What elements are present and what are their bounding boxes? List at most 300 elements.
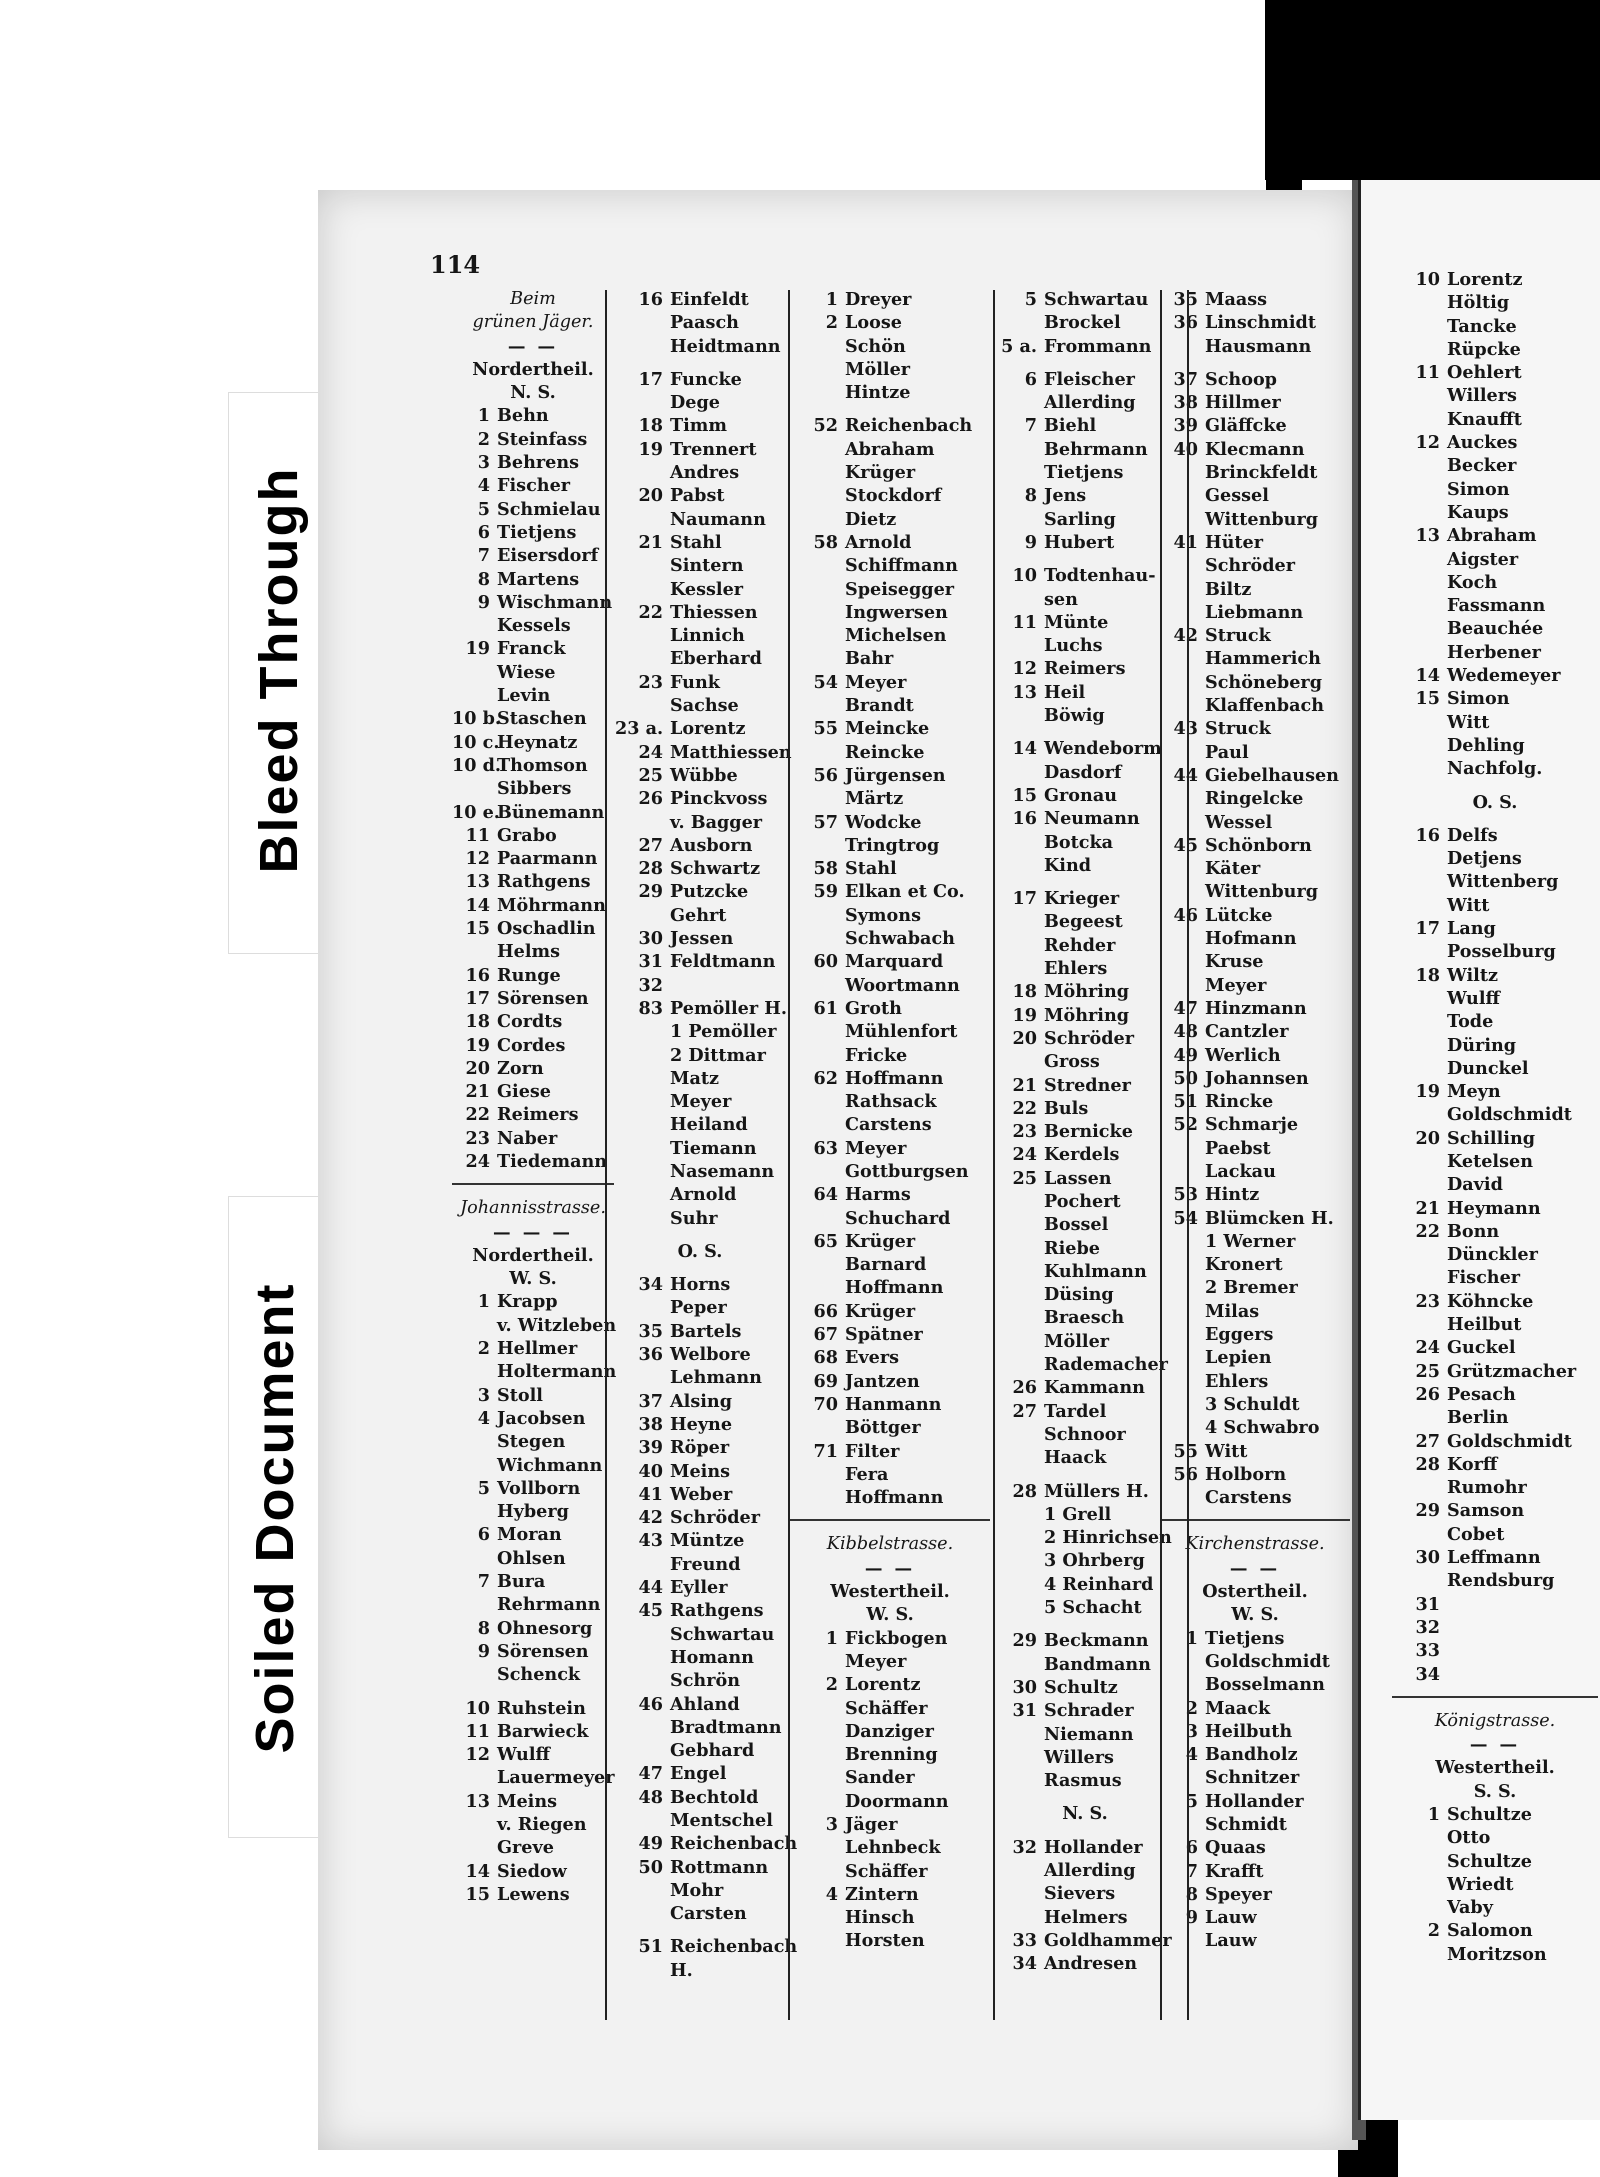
resident-entry bbox=[452, 474, 614, 497]
spacer bbox=[995, 1826, 1175, 1836]
resident-entry bbox=[790, 787, 990, 810]
resident-name: Carsten bbox=[670, 1903, 747, 1925]
resident-entry bbox=[452, 1103, 614, 1126]
house-number: 31 bbox=[1012, 1700, 1037, 1722]
resident-name: Wendeborm bbox=[1044, 738, 1162, 760]
resident-name: Hofmann bbox=[1205, 928, 1297, 950]
resident-entry bbox=[1392, 1057, 1598, 1080]
house-number: 57 bbox=[813, 811, 838, 833]
resident-name: Helms bbox=[497, 941, 561, 963]
house-number: 6 bbox=[477, 521, 490, 543]
resident-name: Wittenburg bbox=[1205, 881, 1319, 903]
resident-name: Meins bbox=[670, 1460, 731, 1482]
resident-name: Wübbe bbox=[670, 764, 738, 786]
resident-entry bbox=[790, 1790, 990, 1813]
resident-name: Thiessen bbox=[670, 601, 758, 623]
resident-name: Düsing bbox=[1044, 1284, 1114, 1306]
house-number bbox=[1392, 1523, 1447, 1546]
house-number bbox=[1160, 1346, 1205, 1369]
house-number: 45 bbox=[1173, 834, 1198, 856]
resident-name: Putzcke bbox=[670, 881, 749, 903]
resident-entry bbox=[452, 1360, 617, 1383]
resident-name: Jäger bbox=[845, 1814, 898, 1835]
resident-name: Lehmann bbox=[670, 1367, 762, 1389]
resident-entry bbox=[995, 807, 1175, 830]
house-number: 35 bbox=[1173, 289, 1198, 310]
house-number bbox=[1160, 335, 1205, 358]
resident-name: Matz bbox=[670, 1067, 719, 1089]
resident-entry bbox=[1392, 870, 1598, 893]
section-heading: W. S. bbox=[509, 1268, 557, 1290]
house-number: 17 bbox=[638, 368, 663, 390]
resident-name: Sörensen bbox=[497, 987, 589, 1009]
house-number bbox=[995, 957, 1044, 980]
resident-name: Rottmann bbox=[670, 1856, 769, 1878]
resident-name: Pesach bbox=[1447, 1383, 1516, 1405]
resident-entry bbox=[615, 1090, 785, 1113]
resident-entry bbox=[790, 974, 990, 997]
spacer bbox=[615, 1230, 785, 1240]
house-number bbox=[790, 1929, 845, 1952]
resident-name: Einfeldt bbox=[670, 289, 749, 310]
resident-name: Hellmer bbox=[497, 1338, 578, 1360]
resident-name: Meyer bbox=[845, 671, 907, 693]
house-number: 38 bbox=[638, 1413, 663, 1435]
resident-name: Stoll bbox=[497, 1384, 543, 1406]
resident-entry bbox=[452, 1337, 614, 1360]
house-number: 10 bbox=[1012, 565, 1037, 587]
resident-entry bbox=[615, 1669, 785, 1692]
resident-entry bbox=[1392, 431, 1598, 454]
resident-entry bbox=[790, 694, 990, 717]
house-number bbox=[995, 1503, 1044, 1526]
house-number bbox=[1392, 384, 1447, 407]
resident-name: Otto bbox=[1447, 1827, 1491, 1849]
resident-entry bbox=[790, 1883, 990, 1906]
resident-name: Bechtold bbox=[670, 1786, 759, 1808]
resident-name: Milas bbox=[1205, 1300, 1260, 1322]
resident-name: Barnard bbox=[845, 1254, 927, 1276]
house-number: 29 bbox=[638, 881, 663, 903]
resident-entry bbox=[615, 811, 785, 834]
resident-entry bbox=[615, 1716, 785, 1739]
house-number: 52 bbox=[1173, 1114, 1198, 1136]
resident-entry bbox=[452, 1034, 614, 1057]
resident-name: Schwartz bbox=[670, 858, 761, 880]
house-number: 9 bbox=[477, 1640, 490, 1662]
house-number: 41 bbox=[1173, 531, 1198, 553]
house-number bbox=[790, 438, 845, 461]
resident-entry bbox=[995, 1526, 1175, 1549]
resident-name: Staschen bbox=[497, 708, 587, 730]
resident-entry bbox=[995, 1769, 1175, 1792]
house-number: 22 bbox=[1415, 1220, 1440, 1242]
resident-name: Schilling bbox=[1447, 1127, 1536, 1149]
resident-name: 2 Bremer bbox=[1205, 1277, 1298, 1299]
house-number: 42 bbox=[1173, 625, 1198, 647]
house-number bbox=[1392, 1034, 1447, 1057]
house-number: 17 bbox=[1415, 918, 1440, 940]
house-number: 48 bbox=[638, 1786, 663, 1808]
resident-entry bbox=[1392, 594, 1598, 617]
house-number bbox=[1160, 601, 1205, 624]
resident-name: Abraham bbox=[1447, 525, 1537, 547]
resident-name: Hoffmann bbox=[845, 1487, 944, 1509]
house-number: 18 bbox=[1012, 981, 1037, 1003]
resident-name: Herbener bbox=[1447, 641, 1541, 663]
resident-name: Gebhard bbox=[670, 1740, 755, 1762]
resident-entry bbox=[995, 1237, 1175, 1260]
house-number: 25 bbox=[1415, 1360, 1440, 1382]
resident-name: Holtermann bbox=[497, 1361, 617, 1383]
resident-name: Kerdels bbox=[1044, 1144, 1120, 1166]
house-number: 15 bbox=[465, 918, 490, 940]
resident-entry bbox=[1392, 1406, 1598, 1429]
resident-entry bbox=[615, 1646, 785, 1669]
resident-entry bbox=[1392, 501, 1598, 524]
house-number bbox=[1160, 1160, 1205, 1183]
resident-name: Neumann bbox=[1044, 808, 1140, 830]
resident-entry bbox=[995, 761, 1175, 784]
resident-name: Struck bbox=[1205, 718, 1271, 740]
house-number bbox=[790, 1836, 845, 1859]
resident-name: Timm bbox=[670, 415, 728, 437]
house-number: 6 bbox=[477, 1524, 490, 1546]
resident-entry bbox=[995, 1699, 1175, 1722]
house-number: 28 bbox=[638, 858, 663, 880]
directory-column-3 bbox=[790, 288, 990, 1953]
house-number bbox=[790, 1743, 845, 1766]
house-number bbox=[995, 1283, 1044, 1306]
house-number: 26 bbox=[638, 788, 663, 810]
house-number bbox=[790, 335, 845, 358]
resident-entry bbox=[452, 1010, 614, 1033]
resident-entry bbox=[615, 1273, 785, 1296]
house-number bbox=[615, 1366, 670, 1389]
resident-entry bbox=[790, 1393, 990, 1416]
resident-name: Vaby bbox=[1447, 1897, 1493, 1919]
resident-entry bbox=[995, 910, 1175, 933]
section-heading: Westertheil. bbox=[1435, 1757, 1555, 1779]
resident-entry bbox=[452, 1836, 614, 1859]
resident-entry bbox=[615, 787, 785, 810]
house-number: 27 bbox=[638, 834, 663, 856]
resident-name: Buls bbox=[1044, 1097, 1089, 1119]
house-number: 44 bbox=[638, 1577, 663, 1599]
resident-entry bbox=[452, 1547, 614, 1570]
house-number: 49 bbox=[638, 1833, 663, 1855]
resident-entry bbox=[1392, 1943, 1598, 1966]
resident-name: Maass bbox=[1205, 289, 1268, 310]
resident-entry bbox=[452, 894, 614, 917]
resident-entry bbox=[995, 391, 1175, 414]
resident-entry bbox=[790, 601, 990, 624]
house-number: 58 bbox=[813, 531, 838, 553]
resident-entry bbox=[790, 1044, 990, 1067]
resident-entry bbox=[452, 1720, 614, 1743]
house-number: 20 bbox=[1415, 1127, 1440, 1149]
house-number: 2 bbox=[477, 1338, 490, 1360]
house-number bbox=[1392, 617, 1447, 640]
resident-name: Paarmann bbox=[497, 848, 598, 870]
house-number bbox=[615, 1959, 670, 1982]
house-number: 47 bbox=[1173, 997, 1198, 1019]
resident-entry bbox=[615, 1483, 785, 1506]
house-number bbox=[452, 1547, 497, 1570]
resident-entry bbox=[615, 950, 785, 973]
resident-name: Rathsack bbox=[845, 1091, 937, 1113]
section-heading: S. S. bbox=[1473, 1780, 1517, 1802]
house-number bbox=[615, 1879, 670, 1902]
resident-entry bbox=[995, 704, 1175, 727]
house-number: 17 bbox=[1012, 888, 1037, 910]
house-number: 8 bbox=[1185, 1883, 1198, 1905]
house-number: 11 bbox=[465, 824, 490, 846]
house-number: 21 bbox=[465, 1081, 490, 1103]
resident-entry bbox=[1392, 1080, 1598, 1103]
resident-name: Naumann bbox=[670, 508, 766, 530]
resident-name: Kind bbox=[1044, 854, 1092, 876]
house-number bbox=[1160, 741, 1205, 764]
scan-edge-right bbox=[1266, 0, 1302, 190]
resident-entry bbox=[1392, 847, 1598, 870]
resident-name: Heilbut bbox=[1447, 1314, 1522, 1336]
resident-entry bbox=[995, 957, 1175, 980]
house-number bbox=[790, 601, 845, 624]
house-number: 33 bbox=[1415, 1640, 1440, 1662]
house-number bbox=[790, 1020, 845, 1043]
resident-entry bbox=[790, 1183, 990, 1206]
resident-name: Holborn bbox=[1205, 1463, 1287, 1485]
resident-name: Ehlers bbox=[1044, 958, 1108, 980]
house-number: 37 bbox=[638, 1390, 663, 1412]
resident-name: Hintze bbox=[845, 382, 911, 404]
resident-name: Luchs bbox=[1044, 635, 1103, 657]
house-number bbox=[1160, 927, 1205, 950]
resident-name: Michelsen bbox=[845, 625, 947, 647]
resident-name: Lang bbox=[1447, 918, 1496, 940]
house-number: 16 bbox=[638, 289, 663, 310]
resident-entry bbox=[1392, 1220, 1598, 1243]
resident-name: 3 Schuldt bbox=[1205, 1393, 1300, 1415]
resident-entry bbox=[790, 531, 990, 554]
house-number: 54 bbox=[1173, 1207, 1198, 1229]
house-number: 35 bbox=[638, 1320, 663, 1342]
resident-name: Bosselmann bbox=[1205, 1674, 1325, 1696]
resident-name: Wittenburg bbox=[1205, 508, 1319, 530]
resident-entry bbox=[995, 1167, 1175, 1190]
house-number: 18 bbox=[465, 1011, 490, 1033]
house-number: 4 bbox=[1185, 1744, 1198, 1766]
house-number bbox=[1160, 647, 1205, 670]
resident-name: Guckel bbox=[1447, 1337, 1516, 1359]
resident-entry bbox=[995, 484, 1175, 507]
resident-entry bbox=[790, 484, 990, 507]
resident-name: Meyer bbox=[1205, 974, 1267, 996]
house-number: 29 bbox=[1415, 1500, 1440, 1522]
house-number bbox=[615, 1067, 670, 1090]
house-number bbox=[615, 904, 670, 927]
house-number: 65 bbox=[813, 1230, 838, 1252]
section-heading: W. S. bbox=[1231, 1604, 1279, 1626]
resident-entry bbox=[1392, 1034, 1598, 1057]
resident-name: Zorn bbox=[497, 1057, 544, 1079]
house-number bbox=[790, 1790, 845, 1813]
house-number: 10 b. bbox=[452, 708, 502, 730]
resident-name: Woortmann bbox=[845, 974, 960, 996]
resident-entry bbox=[615, 368, 785, 391]
resident-entry bbox=[615, 1183, 785, 1206]
resident-name: Wichmann bbox=[497, 1454, 603, 1476]
resident-entry bbox=[615, 1935, 798, 1958]
resident-entry bbox=[995, 1573, 1175, 1596]
resident-entry bbox=[452, 1860, 614, 1883]
resident-name: Goldschmidt bbox=[1447, 1104, 1572, 1126]
house-number bbox=[1160, 950, 1205, 973]
resident-entry bbox=[995, 1283, 1175, 1306]
resident-name: Münte bbox=[1044, 611, 1109, 633]
resident-name: Hoffmann bbox=[845, 1277, 944, 1299]
house-number: 1 bbox=[477, 405, 490, 427]
house-number bbox=[1392, 1896, 1447, 1919]
resident-entry bbox=[1392, 917, 1598, 940]
resident-name: Lackau bbox=[1205, 1160, 1276, 1182]
house-number: 14 bbox=[1415, 665, 1440, 687]
house-number: 14 bbox=[465, 1860, 490, 1882]
house-number: 16 bbox=[1415, 824, 1440, 846]
resident-name: Ohnesorg bbox=[497, 1617, 593, 1639]
resident-entry bbox=[790, 1300, 990, 1323]
resident-entry bbox=[615, 927, 785, 950]
resident-name: Sibbers bbox=[497, 778, 572, 800]
resident-entry bbox=[452, 1314, 617, 1337]
house-number bbox=[1392, 1873, 1447, 1896]
house-number: 7 bbox=[1024, 415, 1037, 437]
house-number bbox=[1392, 1406, 1447, 1429]
resident-name: Höltig bbox=[1447, 292, 1510, 314]
resident-entry bbox=[995, 1330, 1175, 1353]
house-number: 21 bbox=[1415, 1197, 1440, 1219]
resident-entry bbox=[1392, 1476, 1598, 1499]
resident-entry bbox=[1392, 1663, 1598, 1686]
house-number bbox=[1392, 501, 1447, 524]
resident-entry bbox=[995, 1859, 1175, 1882]
resident-name: Fassmann bbox=[1447, 595, 1546, 617]
house-number bbox=[790, 1486, 845, 1509]
house-number bbox=[615, 554, 670, 577]
resident-name: Bossel bbox=[1044, 1214, 1109, 1236]
resident-name: Sintern bbox=[670, 555, 744, 577]
house-number bbox=[995, 1260, 1044, 1283]
resident-name: Meyer bbox=[845, 1137, 907, 1159]
resident-name: Kuhlmann bbox=[1044, 1260, 1147, 1282]
resident-entry bbox=[995, 1097, 1175, 1120]
section-heading: O. S. bbox=[677, 1240, 723, 1262]
house-number: 1 bbox=[477, 1291, 490, 1313]
resident-name: Ehlers bbox=[1205, 1370, 1269, 1392]
house-number: 28 bbox=[1012, 1480, 1037, 1502]
heading-dash: — — bbox=[1469, 1734, 1521, 1756]
house-number: 16 bbox=[465, 964, 490, 986]
resident-name: Krieger bbox=[1044, 888, 1120, 910]
resident-name: Schuchard bbox=[845, 1207, 951, 1229]
house-number: 63 bbox=[813, 1137, 838, 1159]
house-number: 40 bbox=[638, 1460, 663, 1482]
resident-name: Simon bbox=[1447, 688, 1510, 710]
resident-name: Greve bbox=[497, 1837, 554, 1859]
resident-entry bbox=[452, 1697, 614, 1720]
house-number bbox=[995, 1653, 1044, 1676]
house-number: 13 bbox=[1012, 681, 1037, 703]
resident-name: Paebst bbox=[1205, 1137, 1271, 1159]
house-number: 13 bbox=[465, 871, 490, 893]
resident-name: Krüger bbox=[845, 1230, 916, 1252]
resident-entry bbox=[995, 414, 1175, 437]
resident-entry bbox=[1392, 1173, 1598, 1196]
resident-name: Linschmidt bbox=[1205, 312, 1316, 334]
resident-name: Groth bbox=[845, 997, 902, 1019]
resident-name: Gottburgsen bbox=[845, 1160, 969, 1182]
resident-name: Heiland bbox=[670, 1114, 748, 1136]
resident-name: Tancke bbox=[1447, 315, 1517, 337]
resident-name: Schiffmann bbox=[845, 555, 958, 577]
resident-entry bbox=[790, 381, 990, 404]
street-divider bbox=[452, 1183, 614, 1185]
house-number: 43 bbox=[1173, 718, 1198, 740]
house-number bbox=[1392, 1010, 1447, 1033]
house-number: 10 e. bbox=[452, 801, 500, 823]
resident-name: Brenning bbox=[845, 1744, 938, 1766]
resident-name: Hollander bbox=[1205, 1790, 1304, 1812]
resident-name: Bünemann bbox=[497, 801, 605, 823]
resident-entry bbox=[790, 1650, 990, 1673]
street-divider bbox=[1392, 1696, 1598, 1698]
house-number: 6 bbox=[1185, 1837, 1198, 1859]
resident-name: Rehrmann bbox=[497, 1594, 601, 1616]
house-number bbox=[1392, 548, 1447, 571]
house-number: 61 bbox=[813, 997, 838, 1019]
street-heading: Johannisstrasse. bbox=[460, 1198, 606, 1219]
resident-name: v. Bagger bbox=[670, 811, 763, 833]
column-rule-1 bbox=[605, 290, 607, 2020]
spacer bbox=[452, 1687, 614, 1697]
resident-name: Witt bbox=[1447, 894, 1490, 916]
resident-entry bbox=[1392, 478, 1598, 501]
house-number: 34 bbox=[1012, 1953, 1037, 1975]
resident-entry bbox=[452, 544, 614, 567]
resident-name: Willers bbox=[1447, 385, 1517, 407]
house-number: 71 bbox=[813, 1440, 838, 1462]
resident-entry bbox=[1392, 1593, 1598, 1616]
house-number bbox=[790, 1650, 845, 1673]
resident-entry bbox=[1392, 1150, 1598, 1173]
resident-entry bbox=[995, 681, 1175, 704]
resident-entry bbox=[995, 1004, 1175, 1027]
resident-name: Cantzler bbox=[1205, 1021, 1289, 1043]
resident-name: Beckmann bbox=[1044, 1630, 1149, 1652]
resident-name: Aigster bbox=[1447, 548, 1519, 570]
resident-name: Biehl bbox=[1044, 415, 1097, 437]
house-number bbox=[995, 831, 1044, 854]
resident-entry bbox=[1392, 291, 1598, 314]
resident-name: Evers bbox=[845, 1347, 900, 1369]
resident-name: Klecmann bbox=[1205, 438, 1305, 460]
resident-name: Dreyer bbox=[845, 289, 912, 310]
spacer bbox=[615, 358, 785, 368]
resident-name: Schrader bbox=[1044, 1700, 1134, 1722]
house-number: 22 bbox=[465, 1104, 490, 1126]
house-number: 30 bbox=[638, 928, 663, 950]
